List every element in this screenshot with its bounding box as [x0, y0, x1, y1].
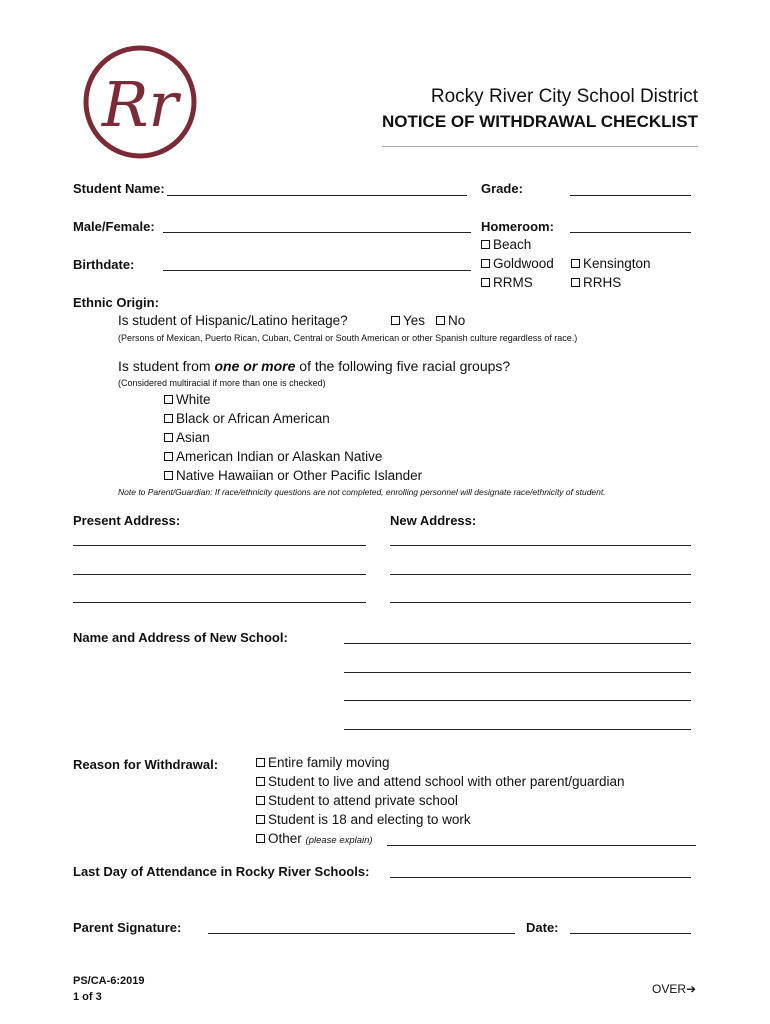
- race-black[interactable]: Black or African American: [164, 411, 330, 426]
- homeroom-beach[interactable]: Beach: [481, 237, 531, 252]
- checkbox-icon: [164, 452, 173, 461]
- new-address-line-2[interactable]: [390, 574, 691, 575]
- withdrawal-reason-label: Reason for Withdrawal:: [73, 757, 219, 772]
- checkbox-icon: [256, 758, 265, 767]
- district-logo: [82, 44, 198, 160]
- homeroom-field[interactable]: [570, 232, 691, 233]
- race-pacific-islander[interactable]: Native Hawaiian or Other Pacific Islander: [164, 468, 422, 483]
- checkbox-icon: [164, 471, 173, 480]
- reason-private-school[interactable]: Student to attend private school: [256, 793, 458, 808]
- hispanic-yes[interactable]: Yes: [391, 313, 425, 328]
- new-school-line-4[interactable]: [344, 729, 691, 730]
- other-explain-field[interactable]: [387, 845, 696, 846]
- checkbox-icon: [256, 777, 265, 786]
- reason-family-moving[interactable]: Entire family moving: [256, 755, 390, 770]
- homeroom-label: Homeroom:: [481, 219, 554, 234]
- page-number: 1 of 3: [73, 991, 102, 1003]
- birthdate-field[interactable]: [163, 270, 471, 271]
- form-title: NOTICE OF WITHDRAWAL CHECKLIST: [381, 112, 698, 131]
- district-name: Rocky River City School District: [430, 86, 698, 107]
- checkbox-icon: [164, 395, 173, 404]
- ethnic-origin-label: Ethnic Origin:: [73, 295, 159, 310]
- hispanic-question: Is student of Hispanic/Latino heritage?: [118, 313, 348, 328]
- present-address-line-1[interactable]: [73, 545, 366, 546]
- arrow-right-icon: ➔: [686, 982, 697, 996]
- race-white[interactable]: White: [164, 392, 211, 407]
- student-name-field[interactable]: [167, 195, 467, 196]
- checkbox-icon: [256, 815, 265, 824]
- race-asian[interactable]: Asian: [164, 430, 210, 445]
- race-american-indian[interactable]: American Indian or Alaskan Native: [164, 449, 382, 464]
- new-school-line-2[interactable]: [344, 672, 691, 673]
- homeroom-rrhs[interactable]: RRHS: [571, 275, 621, 290]
- reason-work[interactable]: Student is 18 and electing to work: [256, 812, 471, 827]
- new-school-line-1[interactable]: [344, 643, 691, 644]
- hispanic-note: (Persons of Mexican, Puerto Rican, Cuban, Central or South American or other Spanish culture regardless of race.): [118, 333, 578, 343]
- checkbox-icon: [571, 278, 580, 287]
- parent-signature-field[interactable]: [208, 933, 515, 934]
- gender-field[interactable]: [163, 232, 471, 233]
- checkbox-icon: [256, 834, 265, 843]
- present-address-line-3[interactable]: [73, 602, 366, 603]
- checkbox-icon: [571, 259, 580, 268]
- checkbox-icon: [436, 316, 445, 325]
- race-note: (Considered multiracial if more than one is checked): [118, 378, 326, 388]
- present-address-label: Present Address:: [73, 513, 181, 528]
- gender-label: Male/Female:: [73, 219, 155, 234]
- date-field[interactable]: [570, 933, 691, 934]
- reason-other[interactable]: Other (please explain): [256, 831, 373, 846]
- grade-field[interactable]: [570, 195, 691, 196]
- homeroom-rrms[interactable]: RRMS: [481, 275, 533, 290]
- checkbox-icon: [481, 278, 490, 287]
- checkbox-icon: [164, 414, 173, 423]
- new-address-line-3[interactable]: [390, 602, 691, 603]
- race-question: Is student from one or more of the following five racial groups?: [118, 358, 511, 374]
- checkbox-icon: [164, 433, 173, 442]
- new-address-line-1[interactable]: [390, 545, 691, 546]
- homeroom-kensington[interactable]: Kensington: [571, 256, 651, 271]
- date-label: Date:: [526, 920, 559, 935]
- present-address-line-2[interactable]: [73, 574, 366, 575]
- form-code: PS/CA-6:2019: [73, 975, 145, 987]
- new-school-line-3[interactable]: [344, 700, 691, 701]
- checkbox-icon: [481, 240, 490, 249]
- reason-other-parent[interactable]: Student to live and attend school with other parent/guardian: [256, 774, 625, 789]
- logo-monogram: Rr: [101, 68, 179, 141]
- homeroom-goldwood[interactable]: Goldwood: [481, 256, 554, 271]
- checkbox-icon: [256, 796, 265, 805]
- checkbox-icon: [481, 259, 490, 268]
- birthdate-label: Birthdate:: [73, 257, 135, 272]
- new-school-label: Name and Address of New School:: [73, 630, 288, 645]
- last-day-field[interactable]: [390, 877, 691, 878]
- parent-signature-label: Parent Signature:: [73, 920, 182, 935]
- checkbox-icon: [391, 316, 400, 325]
- new-address-label: New Address:: [390, 513, 477, 528]
- title-rule: [382, 146, 698, 147]
- grade-label: Grade:: [481, 181, 523, 196]
- guardian-note: Note to Parent/Guardian: If race/ethnicity questions are not completed, enrolling personnel will designate race/ethnicity of student.: [118, 487, 606, 497]
- over-indicator: OVER➔: [652, 982, 697, 996]
- last-day-label: Last Day of Attendance in Rocky River Schools:: [73, 864, 370, 879]
- student-name-label: Student Name:: [73, 181, 165, 196]
- hispanic-no[interactable]: No: [436, 313, 465, 328]
